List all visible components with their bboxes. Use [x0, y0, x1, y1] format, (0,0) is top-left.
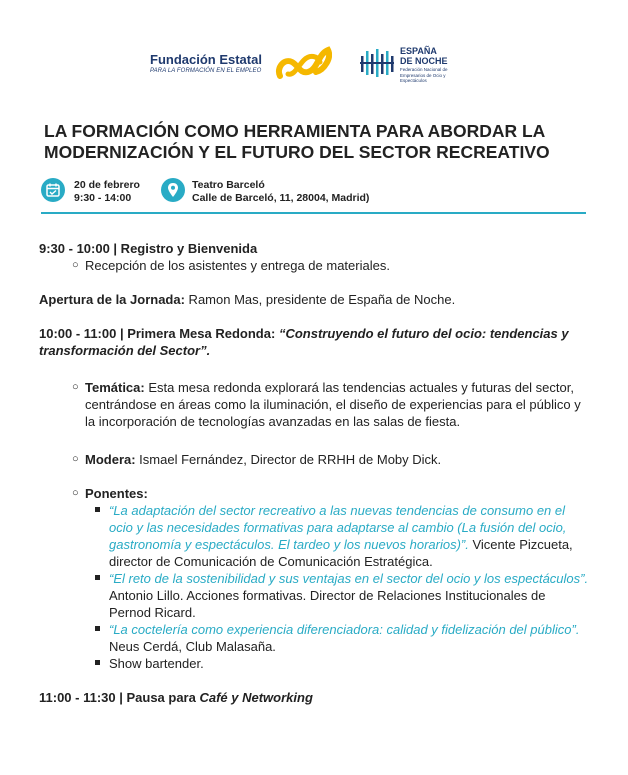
modera-item	[39, 451, 589, 468]
pausa-heading	[39, 689, 589, 706]
circle-bullet-icon: ○	[72, 381, 79, 393]
ponente-item	[39, 621, 589, 655]
ponente-item	[39, 655, 589, 672]
registro-heading: 9:30 - 10:00 | Registro y Bienvenida	[39, 241, 258, 256]
event-venue: Teatro Barceló	[192, 179, 265, 191]
circle-bullet-icon: ○	[72, 259, 79, 271]
apertura-label: Apertura de la Jornada:	[39, 292, 185, 307]
circle-bullet-icon: ○	[72, 487, 79, 499]
header-logos	[146, 44, 476, 84]
espana-name-line2: DE NOCHE	[400, 56, 448, 66]
ponente-item	[39, 570, 589, 621]
apertura-line	[39, 291, 589, 308]
ponente-talk-title: “La adaptación del sector recreativo a las nuevas tendencias de consumo en el ocio y las necesidades formativas para adaptarse al cambio (La fusión del ocio, gastronomía y espectáculos. El tardeo y los nuevos horarios)”.	[109, 503, 567, 552]
event-datetime	[74, 179, 140, 205]
mesa-label: 10:00 - 11:00 | Primera Mesa Redonda:	[39, 326, 276, 341]
espana-name-line1: ESPAÑA	[400, 46, 437, 56]
title-line-2: MODERNIZACIÓN Y EL FUTURO DEL SECTOR RECREATIVO	[44, 142, 550, 162]
tematica-text: Esta mesa redonda explorará las tendencias actuales y futuras del sector, centrándose en áreas como la iluminación, el diseño de experiencias para el público y la incorporación de tecnologías avanzadas en las salas de fiesta.	[85, 380, 581, 429]
fundacion-infinity-icon	[274, 46, 332, 80]
ponente-item	[39, 502, 589, 570]
apertura-text: Ramon Mas, presidente de España de Noche.	[184, 292, 456, 307]
espana-tagline: Federación Nacional de Empresarios de Ocio y Espectáculos	[400, 67, 448, 83]
mesa-heading	[39, 325, 589, 359]
info-divider	[41, 212, 586, 214]
fundacion-estatal-logo	[150, 52, 262, 74]
agenda	[39, 240, 589, 706]
ponente-speaker: Neus Cerdá, Club Malasaña.	[109, 639, 276, 654]
tematica-item	[39, 379, 589, 430]
event-info	[41, 176, 586, 216]
ponente-talk-title: “El reto de la sostenibilidad y sus ventajas en el sector del ocio y los espectáculos”.	[109, 571, 589, 586]
pausa-title: Café y Networking	[199, 690, 313, 705]
espana-de-noche-logo	[400, 46, 472, 84]
event-date: 20 de febrero	[74, 179, 140, 191]
ponentes-item	[39, 485, 589, 502]
registro-item-text: Recepción de los asistentes y entrega de materiales.	[85, 258, 390, 273]
square-bullet-icon	[95, 660, 100, 665]
ponente-speaker: Antonio Lillo. Acciones formativas. Director de Relaciones Institucionales de Pernod Ricard.	[109, 588, 546, 620]
mesa-title: “Construyendo el futuro del ocio: tendencias y transformación del Sector”.	[39, 326, 569, 358]
ponente-speaker: Vicente Pizcueta, director de Comunicación de Comunicación Estratégica.	[109, 537, 573, 569]
page-title	[44, 121, 584, 163]
fundacion-name: Fundación Estatal	[150, 52, 262, 67]
square-bullet-icon	[95, 575, 100, 580]
tematica-label: Temática:	[85, 380, 145, 395]
registro-item	[39, 257, 589, 274]
circle-bullet-icon: ○	[72, 453, 79, 465]
title-line-1: LA FORMACIÓN COMO HERRAMIENTA PARA ABORDAR LA	[44, 121, 546, 141]
ponentes-label: Ponentes:	[85, 486, 148, 501]
pausa-label: 11:00 - 11:30 | Pausa para	[39, 690, 200, 705]
square-bullet-icon	[95, 626, 100, 631]
espana-de-noche-emblem-icon	[358, 46, 396, 80]
event-location	[192, 179, 369, 205]
event-address: Calle de Barceló, 11, 28004, Madrid)	[192, 192, 370, 204]
ponente-speaker: Show bartender.	[109, 656, 204, 671]
modera-label: Modera:	[85, 452, 136, 467]
calendar-icon	[41, 178, 65, 202]
event-time: 9:30 - 14:00	[74, 192, 132, 204]
ponente-talk-title: “La coctelería como experiencia diferenciadora: calidad y fidelización del público”.	[109, 622, 580, 637]
modera-text: Ismael Fernández, Director de RRHH de Moby Dick.	[135, 452, 442, 467]
fundacion-tagline: PARA LA FORMACIÓN EN EL EMPLEO	[150, 68, 262, 74]
map-pin-icon	[161, 178, 185, 202]
square-bullet-icon	[95, 507, 100, 512]
